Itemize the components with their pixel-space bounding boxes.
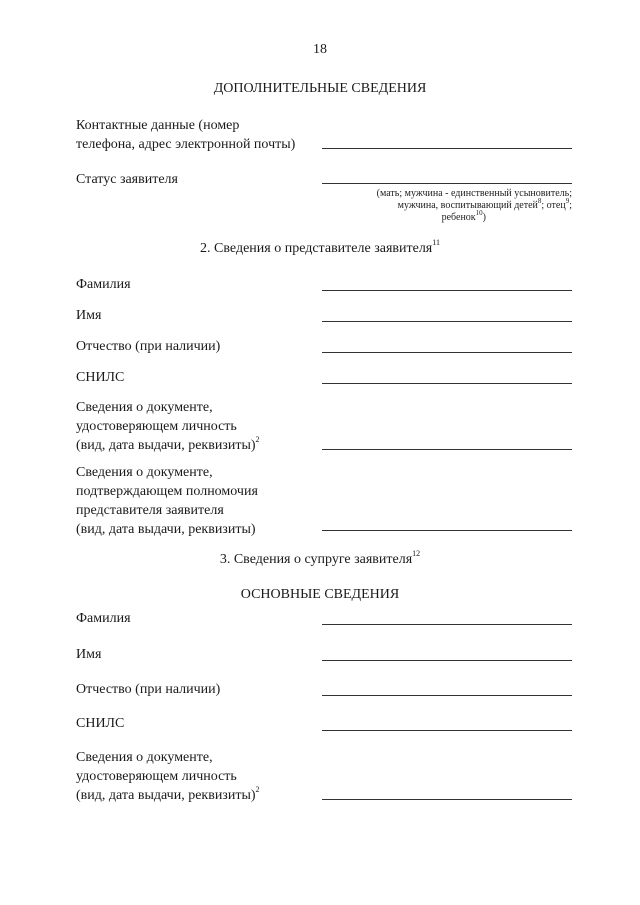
contact-label-line1: Контактные данные (номер: [76, 118, 240, 133]
status-hint-line1: (мать; мужчина - единственный усыновитель;: [376, 188, 572, 199]
status-hint-line3: ребенок$^{10}$): [441, 208, 486, 223]
spouse-snils-label: СНИЛС: [76, 716, 125, 731]
spouse-patronymic-label: Отчество (при наличии): [76, 682, 221, 697]
contact-field[interactable]: [322, 148, 572, 149]
spouse-name-field[interactable]: [322, 660, 572, 661]
spouse-snils-field[interactable]: [322, 730, 572, 731]
spouse-surname-field[interactable]: [322, 624, 572, 625]
rep-patronymic-field[interactable]: [322, 352, 572, 353]
rep-snils-label: СНИЛС: [76, 370, 125, 385]
rep-surname-field[interactable]: [322, 290, 572, 291]
status-label: Статус заявителя: [76, 172, 178, 187]
spouse-id-doc-line2: удостоверяющем личность: [76, 769, 237, 784]
rep-snils-field[interactable]: [322, 383, 572, 384]
additional-info-title: ДОПОЛНИТЕЛЬНЫЕ СВЕДЕНИЯ: [213, 81, 427, 96]
representative-section-title: 2. Сведения о представителе заявителя$^{11}$: [200, 238, 440, 256]
status-hint-line2: мужчина, воспитывающий детей$^8$; отец$^9$;: [397, 196, 572, 211]
page-number: 18: [313, 42, 327, 57]
spouse-main-info-title: ОСНОВНЫЕ СВЕДЕНИЯ: [240, 587, 400, 602]
rep-surname-label: Фамилия: [76, 277, 131, 292]
rep-auth-doc-line4: (вид, дата выдачи, реквизиты): [76, 522, 256, 537]
rep-id-doc-line3: (вид, дата выдачи, реквизиты)$^2$: [76, 435, 260, 453]
rep-auth-doc-label: [76, 463, 316, 539]
rep-id-doc-field[interactable]: [322, 449, 572, 450]
spouse-id-doc-label: [76, 748, 316, 805]
rep-auth-doc-field[interactable]: [322, 530, 572, 531]
status-field[interactable]: [322, 183, 572, 184]
rep-patronymic-label: Отчество (при наличии): [76, 339, 221, 354]
spouse-id-doc-line3: (вид, дата выдачи, реквизиты)$^2$: [76, 785, 260, 803]
spouse-name-label: Имя: [76, 647, 102, 662]
status-hint: [322, 188, 572, 224]
rep-name-field[interactable]: [322, 321, 572, 322]
spouse-section-title: 3. Сведения о супруге заявителя$^{12}$: [219, 549, 421, 567]
rep-id-doc-line2: удостоверяющем личность: [76, 419, 237, 434]
spouse-id-doc-field[interactable]: [322, 799, 572, 800]
contact-label: [76, 116, 316, 154]
spouse-surname-label: Фамилия: [76, 611, 131, 626]
spouse-patronymic-field[interactable]: [322, 695, 572, 696]
rep-auth-doc-line3: представителя заявителя: [76, 503, 224, 518]
rep-id-doc-label: [76, 398, 316, 455]
rep-id-doc-line1: Сведения о документе,: [76, 400, 213, 415]
spouse-id-doc-line1: Сведения о документе,: [76, 750, 213, 765]
rep-auth-doc-line1: Сведения о документе,: [76, 465, 213, 480]
rep-name-label: Имя: [76, 308, 102, 323]
contact-label-line2: телефона, адрес электронной почты): [76, 137, 296, 152]
rep-auth-doc-line2: подтверждающем полномочия: [76, 484, 258, 499]
